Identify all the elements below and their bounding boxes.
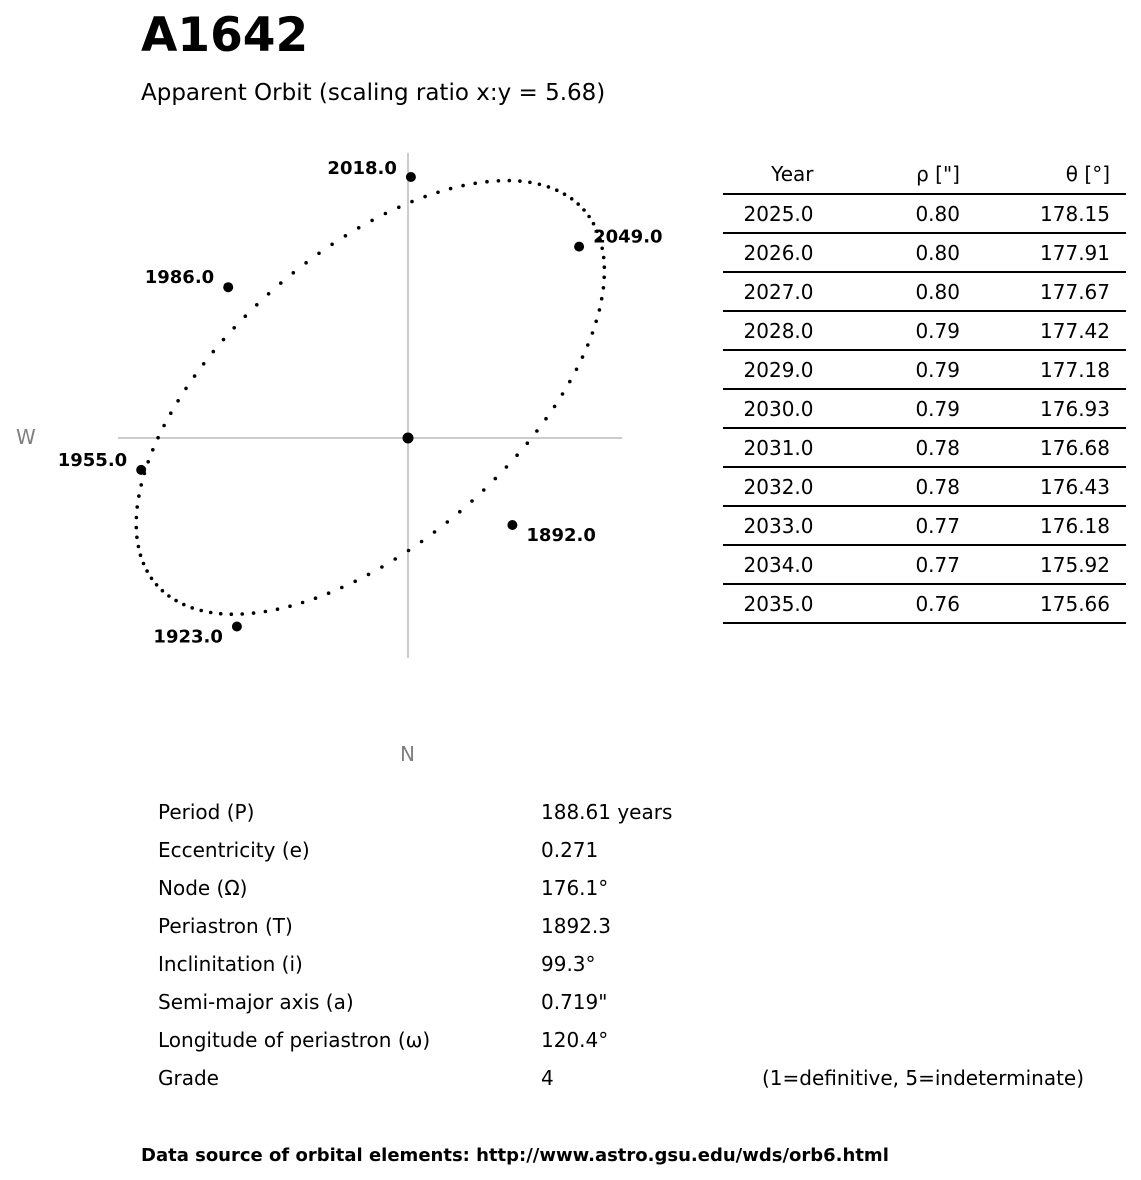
orbit-dot bbox=[526, 441, 530, 445]
table-row bbox=[723, 584, 1126, 623]
table-row bbox=[723, 194, 1126, 233]
table-row bbox=[723, 233, 1126, 272]
table-header-row bbox=[723, 155, 1126, 194]
orbit-dot bbox=[292, 271, 296, 275]
cell-year: 2031.0 bbox=[723, 428, 815, 467]
orbit-dot bbox=[222, 338, 226, 342]
cell-theta: 178.15 bbox=[961, 194, 1126, 233]
orbit-dot bbox=[202, 362, 206, 366]
orbit-dot bbox=[357, 226, 361, 230]
epoch-label: 1892.0 bbox=[526, 525, 596, 546]
orbit-dot bbox=[461, 184, 465, 188]
orbit-dot bbox=[407, 549, 411, 553]
cell-rho: 0.80 bbox=[815, 194, 961, 233]
cell-rho: 0.78 bbox=[815, 428, 961, 467]
element-row bbox=[158, 984, 1118, 1022]
element-value: 0.719" bbox=[541, 990, 608, 1014]
orbit-dot bbox=[602, 286, 606, 290]
orbit-dot bbox=[139, 483, 143, 487]
page-title: A1642 bbox=[141, 8, 309, 63]
table-row bbox=[723, 428, 1126, 467]
orbit-dot bbox=[240, 612, 244, 616]
orbit-dot bbox=[473, 182, 477, 186]
cell-year: 2028.0 bbox=[723, 311, 815, 350]
table-row bbox=[723, 545, 1126, 584]
cell-theta: 175.66 bbox=[961, 584, 1126, 623]
orbit-dot bbox=[167, 594, 171, 598]
orbit-dot bbox=[485, 180, 489, 184]
header-rho: ρ ["] bbox=[815, 155, 961, 194]
cell-rho: 0.78 bbox=[815, 467, 961, 506]
orbit-dot bbox=[598, 308, 602, 312]
orbit-dot bbox=[433, 530, 437, 534]
cell-theta: 177.91 bbox=[961, 233, 1126, 272]
cell-year: 2035.0 bbox=[723, 584, 815, 623]
orbit-dot bbox=[340, 586, 344, 590]
orbit-dot bbox=[135, 505, 139, 509]
orbit-dot bbox=[137, 494, 141, 498]
orbit-dot bbox=[515, 453, 519, 457]
orbit-dot bbox=[151, 448, 155, 452]
orbit-dot bbox=[575, 368, 579, 372]
orbit-dot bbox=[458, 510, 462, 514]
orbit-dot bbox=[393, 557, 397, 561]
element-row bbox=[158, 946, 1118, 984]
orbit-dot bbox=[561, 392, 565, 396]
orbit-dot bbox=[212, 350, 216, 354]
orbital-elements bbox=[158, 794, 1118, 1098]
orbit-dot bbox=[576, 202, 580, 206]
cell-year: 2025.0 bbox=[723, 194, 815, 233]
orbit-dot bbox=[384, 212, 388, 216]
epoch-point bbox=[574, 242, 584, 252]
element-value: 0.271 bbox=[541, 838, 599, 862]
cell-rho: 0.80 bbox=[815, 233, 961, 272]
orbit-chart bbox=[0, 140, 700, 740]
orbit-dot bbox=[591, 331, 595, 335]
orbit-dot bbox=[602, 276, 606, 280]
orbit-dot bbox=[563, 192, 567, 196]
element-row bbox=[158, 908, 1118, 946]
cell-rho: 0.79 bbox=[815, 311, 961, 350]
element-label: Grade bbox=[158, 1066, 219, 1090]
orbit-dot bbox=[232, 326, 236, 330]
element-row bbox=[158, 1022, 1118, 1060]
table-row bbox=[723, 467, 1126, 506]
west-label: W bbox=[16, 425, 36, 449]
orbit-dot bbox=[135, 516, 139, 520]
orbit-dot bbox=[528, 181, 532, 185]
cell-year: 2026.0 bbox=[723, 233, 815, 272]
orbit-dot bbox=[518, 179, 522, 183]
orbit-dot bbox=[370, 219, 374, 223]
orbit-dot bbox=[142, 562, 146, 566]
cell-rho: 0.79 bbox=[815, 350, 961, 389]
orbit-dot bbox=[594, 320, 598, 324]
cell-rho: 0.77 bbox=[815, 545, 961, 584]
orbit-dot bbox=[279, 281, 283, 285]
orbit-dot bbox=[505, 465, 509, 469]
cell-theta: 176.43 bbox=[961, 467, 1126, 506]
element-row bbox=[158, 870, 1118, 908]
cell-theta: 176.68 bbox=[961, 428, 1126, 467]
orbit-dot bbox=[555, 188, 559, 192]
orbit-dot bbox=[135, 536, 139, 540]
element-label: Longitude of periastron (ω) bbox=[158, 1028, 431, 1052]
epoch-label: 1955.0 bbox=[57, 449, 128, 471]
element-row bbox=[158, 832, 1118, 870]
orbit-dot bbox=[367, 573, 371, 577]
orbit-dot bbox=[568, 380, 572, 384]
table-row bbox=[723, 350, 1126, 389]
orbit-dot bbox=[264, 610, 268, 614]
orbit-dot bbox=[449, 187, 453, 191]
orbit-dot bbox=[553, 405, 557, 409]
orbit-dot bbox=[182, 603, 186, 607]
orbit-dot bbox=[139, 553, 143, 557]
orbit-dot bbox=[470, 499, 474, 503]
orbit-dot bbox=[135, 526, 139, 530]
element-note: (1=definitive, 5=indeterminate) bbox=[762, 1066, 1085, 1090]
orbit-dot bbox=[137, 545, 141, 549]
orbit-dot bbox=[146, 460, 150, 464]
orbit-dot bbox=[314, 596, 318, 600]
cell-theta: 177.67 bbox=[961, 272, 1126, 311]
orbit-dot bbox=[508, 179, 512, 183]
cell-rho: 0.77 bbox=[815, 506, 961, 545]
orbit-dot bbox=[482, 488, 486, 492]
orbit-dot bbox=[304, 261, 308, 265]
orbit-dot bbox=[199, 609, 203, 613]
header-theta: θ [°] bbox=[961, 155, 1126, 194]
table-row bbox=[723, 311, 1126, 350]
orbit-dot bbox=[327, 591, 331, 595]
cell-year: 2034.0 bbox=[723, 545, 815, 584]
orbit-dot bbox=[190, 606, 194, 610]
orbit-dot bbox=[317, 252, 321, 256]
primary-star bbox=[403, 433, 414, 444]
element-label: Node (Ω) bbox=[158, 876, 248, 900]
epoch-label: 1923.0 bbox=[153, 626, 223, 648]
cell-rho: 0.80 bbox=[815, 272, 961, 311]
orbit-dot bbox=[497, 179, 501, 183]
epoch-point bbox=[232, 622, 242, 632]
element-label: Inclinitation (i) bbox=[158, 952, 303, 976]
orbit-dot bbox=[155, 583, 159, 587]
orbit-dot bbox=[193, 374, 197, 378]
orbit-dot bbox=[380, 565, 384, 569]
cell-year: 2029.0 bbox=[723, 350, 815, 389]
orbit-dot bbox=[535, 429, 539, 433]
orbit-dot bbox=[603, 265, 607, 269]
cell-theta: 176.18 bbox=[961, 506, 1126, 545]
orbit-dot bbox=[344, 234, 348, 238]
cell-year: 2030.0 bbox=[723, 389, 815, 428]
orbit-dot bbox=[581, 355, 585, 359]
epoch-point bbox=[406, 172, 416, 182]
orbit-dot bbox=[169, 411, 173, 415]
orbit-dot bbox=[446, 520, 450, 524]
orbit-dot bbox=[544, 417, 548, 421]
epoch-point bbox=[223, 282, 233, 292]
epoch-point bbox=[507, 520, 517, 530]
table-row bbox=[723, 272, 1126, 311]
table-row bbox=[723, 506, 1126, 545]
element-value: 176.1° bbox=[541, 876, 609, 900]
orbit-dot bbox=[219, 612, 223, 616]
orbit-dot bbox=[267, 292, 271, 296]
epoch-markers bbox=[58, 158, 663, 648]
orbit-dot bbox=[330, 243, 334, 247]
orbit-dot bbox=[176, 399, 180, 403]
cell-rho: 0.79 bbox=[815, 389, 961, 428]
orbit-dot bbox=[174, 599, 178, 603]
element-row bbox=[158, 1060, 1118, 1098]
epoch-label: 1986.0 bbox=[144, 267, 215, 289]
epoch-label: 2018.0 bbox=[327, 158, 397, 179]
element-row bbox=[158, 794, 1118, 832]
orbit-path bbox=[135, 179, 607, 616]
orbit-dot bbox=[145, 569, 149, 573]
orbit-dot bbox=[582, 208, 586, 212]
cell-theta: 177.42 bbox=[961, 311, 1126, 350]
orbit-dot bbox=[244, 314, 248, 318]
orbit-dot bbox=[602, 256, 606, 260]
orbit-dot bbox=[586, 343, 590, 347]
orbit-dot bbox=[288, 604, 292, 608]
orbit-dot bbox=[162, 424, 166, 428]
orbit-dot bbox=[494, 477, 498, 481]
epoch-label: 2049.0 bbox=[593, 226, 663, 248]
table-row bbox=[723, 389, 1126, 428]
element-value: 4 bbox=[541, 1066, 554, 1090]
element-value: 120.4° bbox=[541, 1028, 609, 1052]
element-label: Semi-major axis (a) bbox=[158, 990, 354, 1014]
orbit-dot bbox=[150, 577, 154, 581]
ephemeris-body bbox=[723, 194, 1126, 623]
header-year: Year bbox=[723, 155, 815, 194]
orbit-dot bbox=[161, 589, 165, 593]
epoch-point bbox=[136, 465, 146, 475]
cell-rho: 0.76 bbox=[815, 584, 961, 623]
data-source-note: Data source of orbital elements: http://www.astro.gsu.edu/wds/orb6.html bbox=[141, 1145, 889, 1166]
orbit-dot bbox=[587, 215, 591, 219]
element-label: Periastron (T) bbox=[158, 914, 293, 938]
cell-year: 2033.0 bbox=[723, 506, 815, 545]
orbit-dot bbox=[592, 222, 596, 226]
orbit-dot bbox=[570, 197, 574, 201]
orbit-dot bbox=[255, 303, 259, 307]
element-label: Period (P) bbox=[158, 800, 255, 824]
element-label: Eccentricity (e) bbox=[158, 838, 310, 862]
orbit-dot bbox=[600, 297, 604, 301]
orbit-dot bbox=[436, 191, 440, 195]
orbit-dot bbox=[538, 183, 542, 187]
chart-subtitle: Apparent Orbit (scaling ratio x:y = 5.68) bbox=[141, 80, 606, 106]
orbit-dot bbox=[209, 611, 213, 615]
orbit-dot bbox=[276, 607, 280, 611]
cell-theta: 176.93 bbox=[961, 389, 1126, 428]
orbit-dot bbox=[547, 185, 551, 189]
orbit-dot bbox=[410, 200, 414, 204]
orbit-dot bbox=[156, 436, 160, 440]
north-label: N bbox=[400, 742, 415, 766]
orbit-dot bbox=[230, 612, 234, 616]
cell-year: 2027.0 bbox=[723, 272, 815, 311]
element-value: 99.3° bbox=[541, 952, 596, 976]
orbit-dot bbox=[420, 540, 424, 544]
orbit-dot bbox=[252, 611, 256, 615]
cell-theta: 175.92 bbox=[961, 545, 1126, 584]
orbit-dot bbox=[353, 580, 357, 584]
ephemeris-table bbox=[723, 155, 1126, 624]
orbit-dot bbox=[184, 387, 188, 391]
element-value: 1892.3 bbox=[541, 914, 611, 938]
orbit-dot bbox=[301, 601, 305, 605]
orbit-dot bbox=[423, 195, 427, 199]
orbit-dot bbox=[397, 206, 401, 210]
cell-year: 2032.0 bbox=[723, 467, 815, 506]
cell-theta: 177.18 bbox=[961, 350, 1126, 389]
element-value: 188.61 years bbox=[541, 800, 673, 824]
